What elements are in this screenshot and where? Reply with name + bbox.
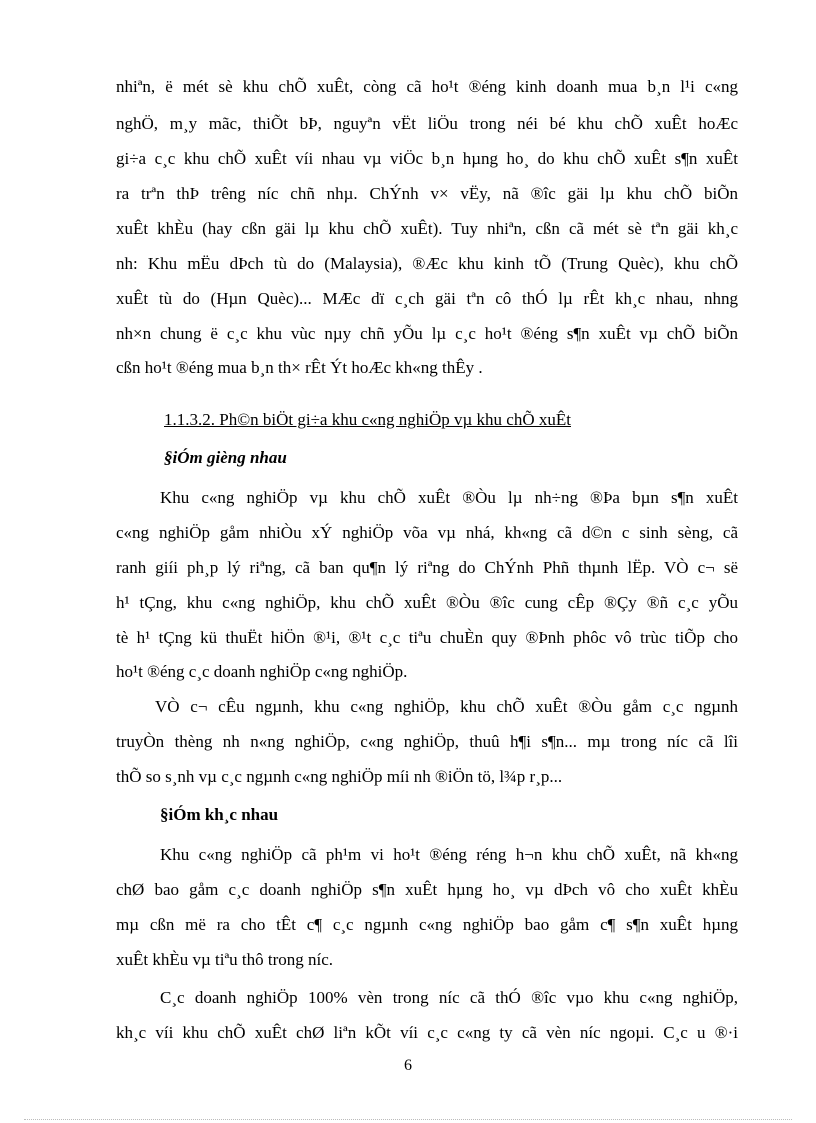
text-line: chØ bao gåm c¸c doanh nghiÖp s¶n xuÊt hµng ho¸ vµ dÞch vô cho xuÊt khÈu	[116, 880, 738, 899]
text-line: C¸c doanh nghiÖp 100% vèn trong níc cã thÓ ®îc vµo khu c«ng nghiÖp,	[160, 988, 738, 1007]
subheading-differences: §iÓm kh¸c nhau	[160, 805, 279, 824]
text-line: thÕ so s¸nh vµ c¸c ngµnh c«ng nghiÖp míi nh ®iÖn tö, l¾p r¸p...	[116, 767, 563, 786]
text-line: kh¸c víi khu chÕ xuÊt chØ liªn kÕt víi c¸c c«ng ty cã vèn níc ngoµi. C¸c u ®·i	[116, 1023, 738, 1042]
text-line: gi÷a c¸c khu chÕ xuÊt víi nhau vµ viÖc b¸n hµng ho¸ do khu chÕ xuÊt s¶n xuÊt	[116, 149, 738, 168]
text-line: h¹ tÇng, khu c«ng nghiÖp, khu chÕ xuÊt ®Òu ®îc cung cÊp ®Çy ®ñ c¸c yÕu	[116, 593, 738, 612]
text-line: ho¹t ®éng c¸c doanh nghiÖp c«ng nghiÖp.	[116, 662, 408, 681]
text-line: nh: Khu mËu dÞch tù do (Malaysia), ®Æc khu kinh tÕ (Trung Quèc), khu chÕ	[116, 254, 738, 273]
footer-divider	[24, 1119, 792, 1120]
text-line: nh×n chung ë c¸c khu vùc nµy chñ yÕu lµ c¸c ho¹t ®éng s¶n xuÊt vµ chÕ biÕn	[116, 324, 738, 343]
section-heading: 1.1.3.2. Ph©n biÖt gi÷a khu c«ng nghiÖp vµ khu chÕ xuÊt	[164, 410, 571, 429]
text-line: Khu c«ng nghiÖp cã ph¹m vi ho¹t ®éng réng h¬n khu chÕ xuÊt, nã kh«ng	[160, 845, 738, 864]
text-line: xuÊt tù do (Hµn Quèc)... MÆc dï c¸ch gäi tªn cô thÓ lµ rÊt kh¸c nhau, nhng	[116, 289, 738, 308]
text-line: VÒ c¬ cÊu ngµnh, khu c«ng nghiÖp, khu chÕ xuÊt ®Òu gåm c¸c ngµnh	[155, 697, 738, 716]
page-number: 6	[404, 1057, 412, 1074]
text-line: xuÊt khÈu vµ tiªu thô trong níc.	[116, 950, 334, 969]
text-line: nghÖ, m¸y mãc, thiÕt bÞ, nguyªn vËt liÖu trong néi bé khu chÕ xuÊt hoÆc	[116, 114, 738, 133]
text-line: tè h¹ tÇng kü thuËt hiÖn ®¹i, ®¹t c¸c tiªu chuÈn quy ®Þnh phôc vô trùc tiÕp cho	[116, 628, 738, 647]
subheading-similarities: §iÓm gièng nhau	[164, 448, 287, 467]
text-line: xuÊt khÈu (hay cßn gäi lµ khu chÕ xuÊt). Tuy nhiªn, cßn cã mét sè tªn gäi kh¸c	[116, 219, 738, 238]
text-line: ra trªn thÞ trêng níc chñ nhµ. ChÝnh v× vËy, nã ®îc gäi lµ khu chÕ biÕn	[116, 184, 738, 203]
text-line: Khu c«ng nghiÖp vµ khu chÕ xuÊt ®Òu lµ nh÷ng ®Þa bµn s¶n xuÊt	[160, 488, 738, 507]
text-line: c«ng nghiÖp gåm nhiÒu xÝ nghiÖp võa vµ nhá, kh«ng cã d©n c sinh sèng, cã	[116, 523, 738, 542]
text-line: ranh giíi ph¸p lý riªng, cã ban qu¶n lý riªng do ChÝnh Phñ thµnh lËp. VÒ c¬ së	[116, 558, 738, 577]
text-line: cßn ho¹t ®éng mua b¸n th× rÊt Ýt hoÆc kh«ng thÊy .	[116, 358, 483, 377]
text-line: nhiªn, ë mét sè khu chÕ xuÊt, còng cã ho¹t ®éng kinh doanh mua b¸n l¹i c«ng	[116, 77, 738, 96]
text-line: mµ cßn më ra cho tÊt c¶ c¸c ngµnh c«ng nghiÖp bao gåm c¶ s¶n xuÊt hµng	[116, 915, 738, 934]
text-line: truyÒn thèng nh n«ng nghiÖp, c«ng nghiÖp, thuû h¶i s¶n... mµ trong níc cã lîi	[116, 732, 738, 751]
